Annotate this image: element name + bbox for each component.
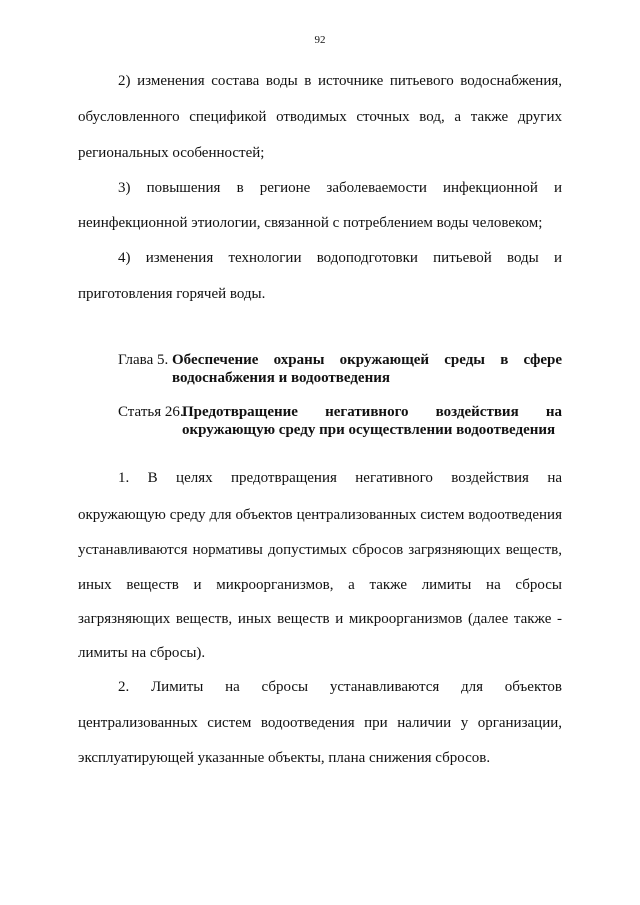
chapter-title-line-2: водоснабжения и водоотведения [172,370,390,386]
chapter-label: Глава 5. [118,352,169,368]
page-number: 92 [314,34,326,46]
paragraph-1-line-6: лимиты на сбросы). [78,645,206,661]
list-item-4-line-1: 4) изменения технологии водоподготовки питьевой воды и [118,250,562,266]
paragraph-2-line-1: 2. Лимиты на сбросы устанавливаются для объектов [118,679,562,695]
list-item-3-line-2: неинфекционной этиологии, связанной с потреблением воды человеком; [78,215,543,231]
paragraph-2-line-3: эксплуатирующей указанные объекты, плана снижения сбросов. [78,750,491,766]
chapter-title-line-1: Обеспечение охраны окружающей среды в сфере [172,352,562,368]
article-label: Статья 26. [118,404,184,420]
paragraph-2-line-2: централизованных систем водоотведения при наличии у организации, [78,715,562,731]
article-title-line-2: окружающую среду при осуществлении водоотведения [182,422,556,438]
list-item-2-line-2: обусловленного спецификой отводимых сточных вод, а также других [78,109,562,125]
paragraph-1-line-2: окружающую среду для объектов централизованных систем водоотведения [78,507,562,523]
list-item-3-line-1: 3) повышения в регионе заболеваемости инфекционной и [118,180,562,196]
article-title-line-1: Предотвращение негативного воздействия на [182,404,562,420]
list-item-2-line-1: 2) изменения состава воды в источнике питьевого водоснабжения, [118,73,562,89]
paragraph-1-line-1: 1. В целях предотвращения негативного воздействия на [118,470,562,486]
paragraph-1-line-4: иных веществ и микроорганизмов, а также лимиты на сбросы [78,577,562,593]
list-item-2-line-3: региональных особенностей; [78,145,265,161]
paragraph-1-line-3: устанавливаются нормативы допустимых сбросов загрязняющих веществ, [78,542,562,558]
list-item-4-line-2: приготовления горячей воды. [78,286,266,302]
paragraph-1-line-5: загрязняющих веществ, иных веществ и микроорганизмов (далее также - [78,611,562,627]
